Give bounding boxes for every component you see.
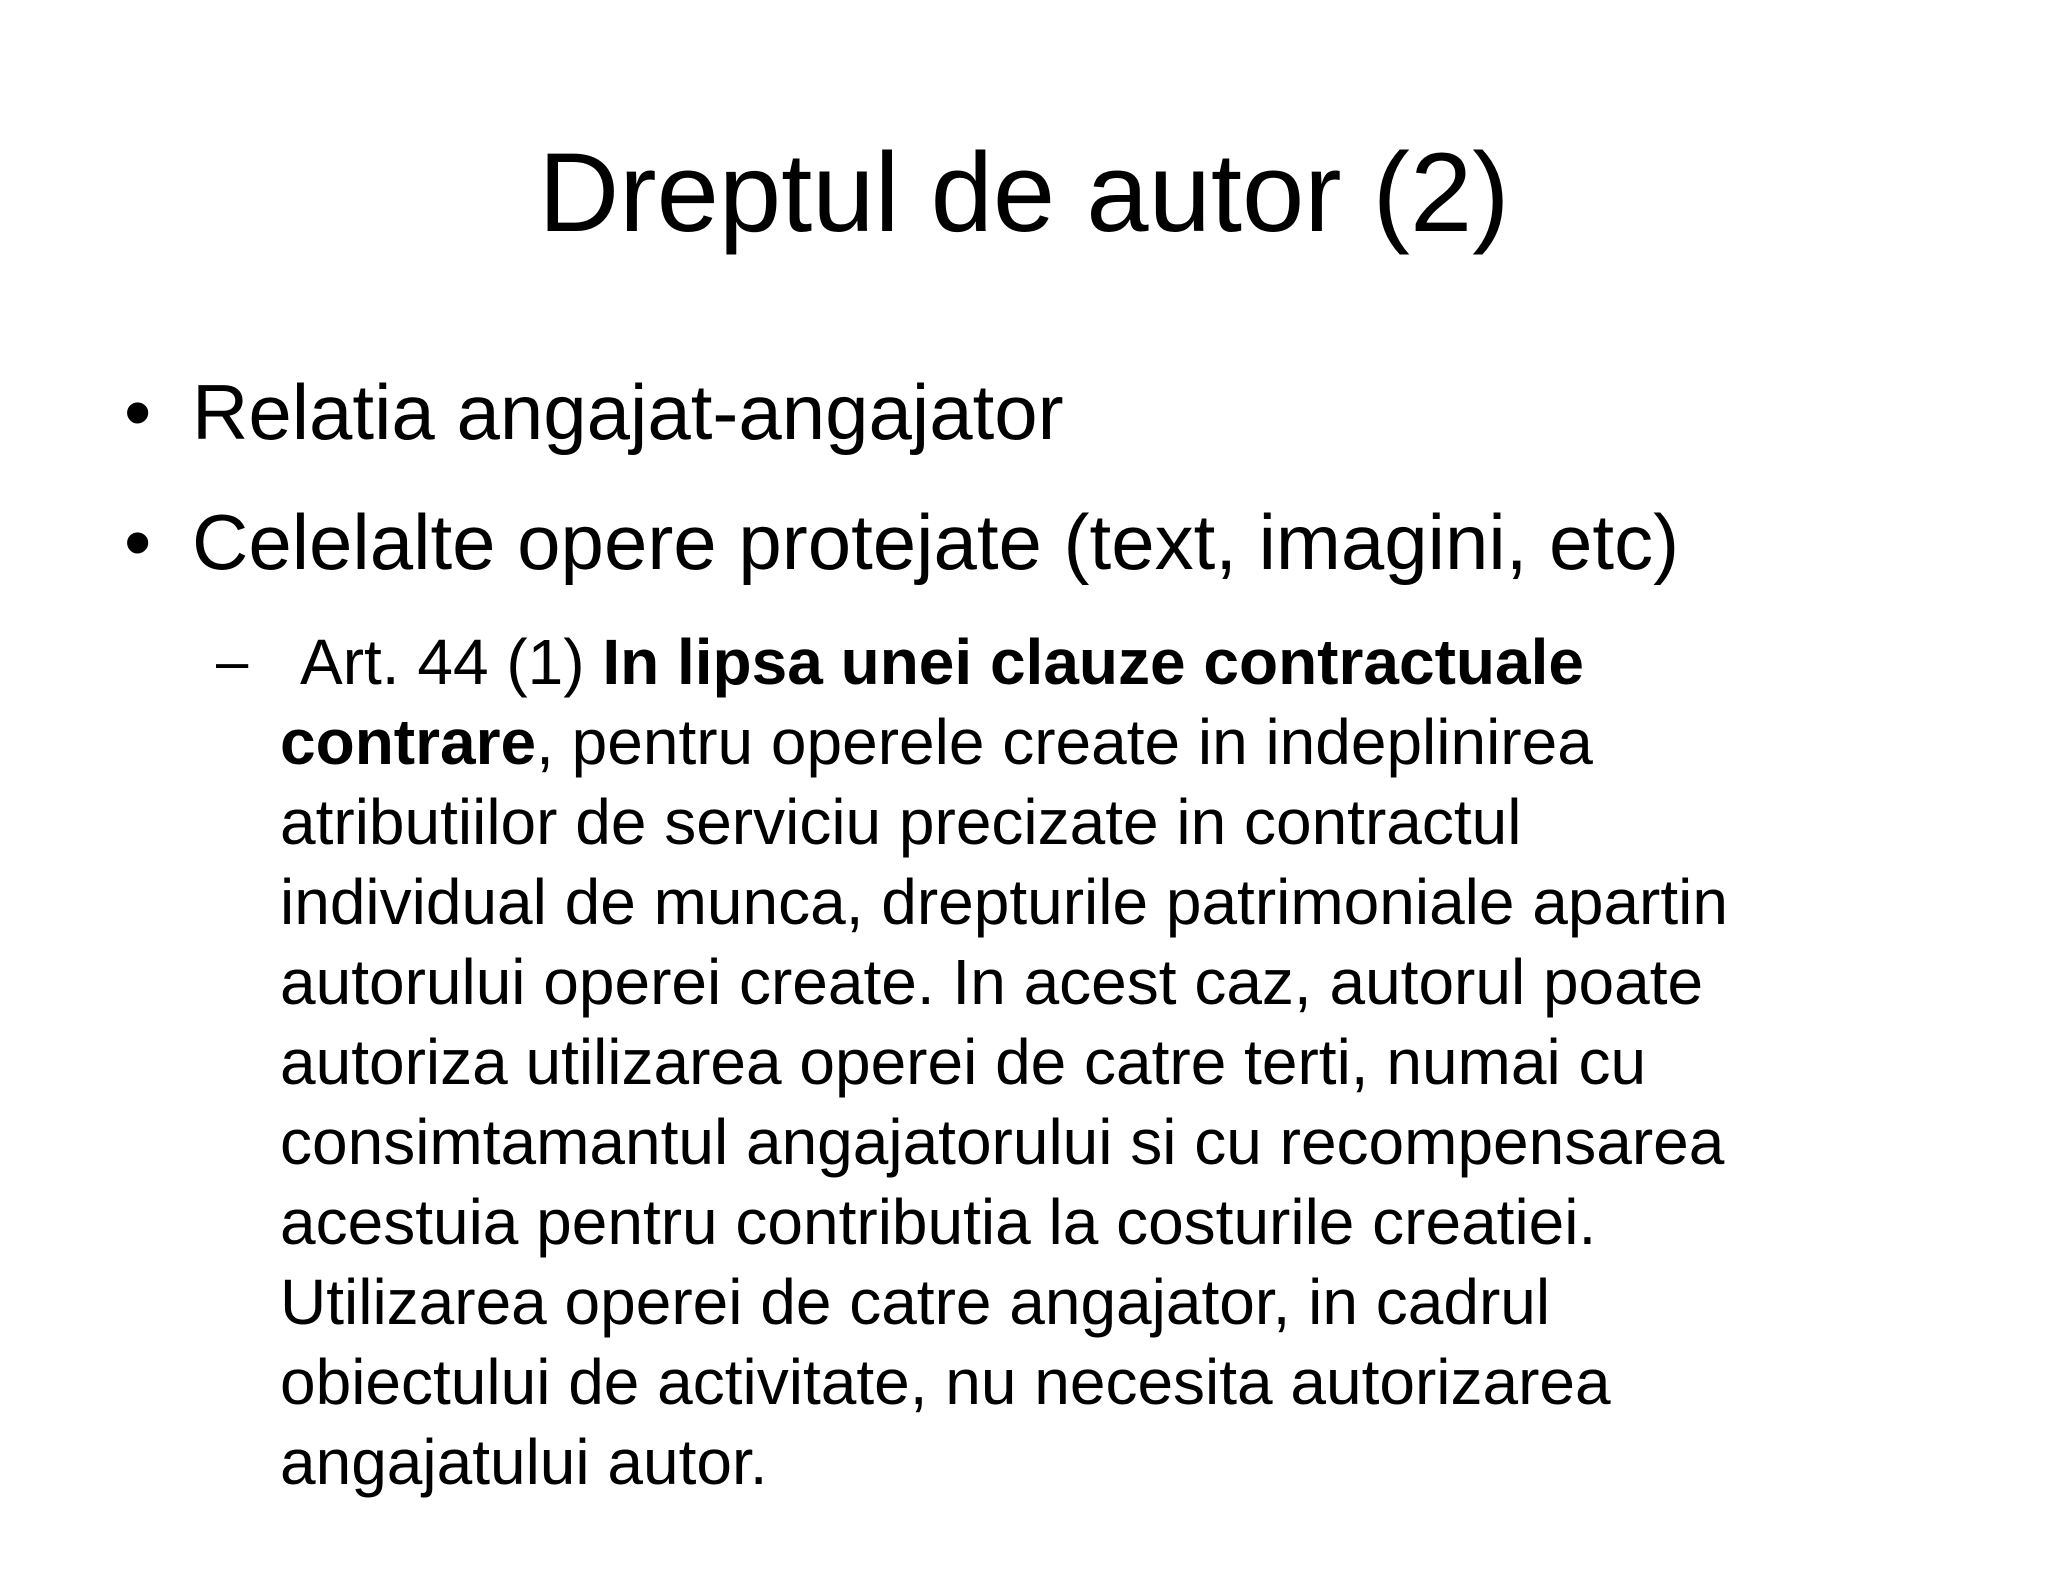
sub-line-2-rest: , pentru operele create in indeplinirea [536,706,1593,778]
sub-line-8: acestuia pentru contributia la costurile creatiei. [280,1186,1597,1258]
bullet-text: Celelalte opere protejate (text, imagini, etc) [192,498,1680,586]
sub-line-7: consimtamantul angajatorului si cu recompensarea [280,1106,1725,1178]
bullet-marker: • [124,368,152,456]
slide-title: Dreptul de autor (2) [538,130,1510,255]
sub-bullet-marker: – [216,629,249,694]
bold-clause-end: contrare [280,706,537,778]
article-reference: Art. 44 (1) [300,626,603,698]
sub-line-3: atributiilor de serviciu precizate in contractul [280,786,1522,858]
sub-line-6: autoriza utilizarea operei de catre terti, numai cu [280,1026,1647,1098]
sub-line-9: Utilizarea operei de catre angajator, in cadrul [280,1266,1551,1338]
bullet-text: Relatia angajat-angajator [192,368,1064,456]
sub-line-10: obiectului de activitate, nu necesita autorizarea [280,1346,1611,1418]
sub-line-5: autorului operei create. In acest caz, autorul poate [280,946,1704,1018]
sub-line-2 [280,702,1980,782]
sub-line-1 [280,622,1980,702]
sub-line-4: individual de munca, drepturile patrimoniale apartin [280,866,1728,938]
sub-line-11: angajatului autor. [280,1426,768,1498]
sub-bullet-text [280,622,1980,1502]
bold-clause: In lipsa unei clauze contractuale [602,626,1584,698]
bullet-marker: • [124,498,152,586]
